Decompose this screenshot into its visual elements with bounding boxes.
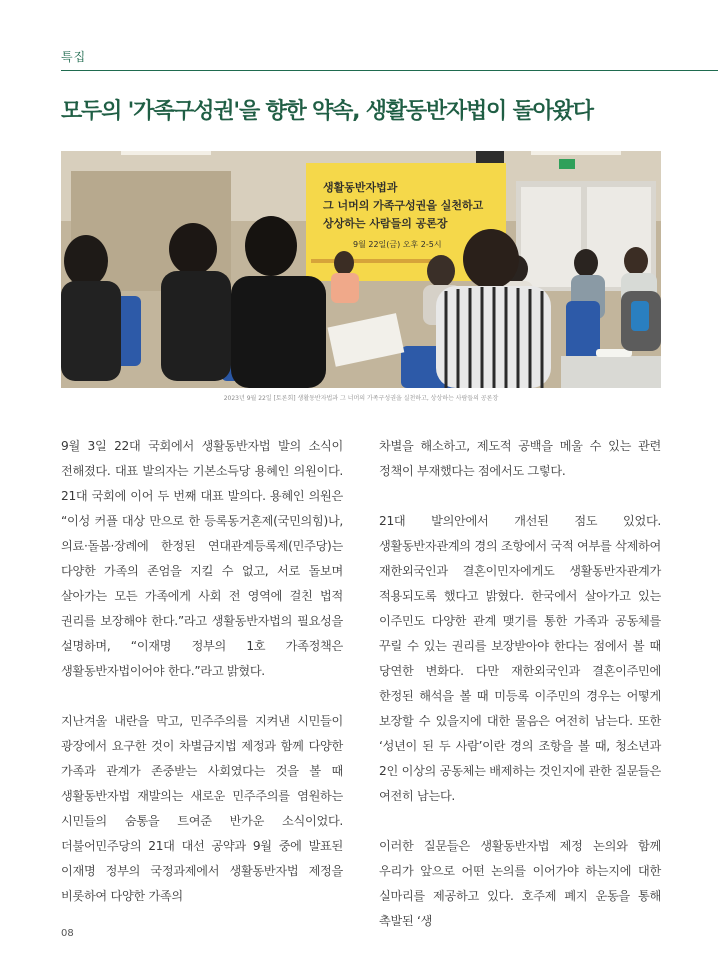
- body-column-right: [379, 434, 661, 959]
- banner-line-3: 상상하는 사람들의 공론장: [323, 217, 448, 230]
- body-column-left: [61, 434, 343, 934]
- photo-caption: 2023년 9월 22일 [토론회] 생활동반자법과 그 너머의 가족구성권을 실천하고, 상상하는 사람들의 공론장: [223, 395, 499, 402]
- page-title: 모두의 '가족구성권'을 향한 약속, 생활동반자법이 돌아왔다: [61, 99, 593, 124]
- body-paragraph: 9월 3일 22대 국회에서 생활동반자법 발의 소식이 전해졌다. 대표 발의자는 기본소득당 용혜인 의원이다. 21대 국회에 이어 두 번째 대표 발의다. 용혜인 의원은 “이성 커플 대상 만으로 한 등록동거혼제(국민의힘)나, 의료·돌봄·장례에 한정된 연대관계등록제(민주당)는 다양한 가족의 존엄을 지킬 수 없고, 서로 돌보며 살아가는 모든 가족에게 사회 전 영역에 걸친 법적 권리를 보장해야 한다.”라고 생활동반자법의 필요성을 설명하며, “이재명 정부의 1호 가족정책은 생활동반자법이어야 한다.”라고 밝혔다.: [61, 439, 343, 678]
- body-paragraph: 이러한 질문들은 생활동반자법 제정 논의와 함께 우리가 앞으로 어떤 논의를 이어가야 하는지에 대한 실마리를 제공하고 있다. 호주제 폐지 운동을 통해 촉발된 ‘생: [379, 839, 661, 928]
- body-paragraph: 차별을 해소하고, 제도적 공백을 메울 수 있는 관련 정책이 부재했다는 점에서도 그렇다.: [379, 439, 661, 478]
- body-paragraph: 21대 발의안에서 개선된 점도 있었다. 생활동반자관계의 경의 조항에서 국적 여부를 삭제하여 재한외국인과 결혼이민자에게도 생활동반자관계가 적용되도록 했다고 밝혔다. 한국에서 살아가고 있는 이주민도 다양한 관계 맺기를 통한 가족과 공동체를 꾸릴 수 있는 권리를 보장받아야 한다는 점에서 볼 때 당연한 변화다. 다만 재한외국인과 결혼이주민에 한정된 해석을 볼 때 미등록 이주민의 경우는 어떻게 보장할 수 있을지에 대한 물음은 여전히 남는다. 또한 ‘성년이 된 두 사람’이란 경의 조항을 볼 때, 청소년과 2인 이상의 공동체는 배제하는 것인지에 관한 질문들은 여전히 남는다.: [379, 514, 661, 803]
- body-paragraph: 지난겨울 내란을 막고, 민주주의를 지켜낸 시민들이 광장에서 요구한 것이 차별금지법 제정과 함께 다양한 가족과 관계가 존중받는 사회였다는 것을 볼 때 생활동반자법 재발의는 새로운 민주주의를 염원하는 시민들의 숨통을 트여준 반가운 소식이었다. 더불어민주당의 21대 대선 공약과 9월 중에 발표된 이재명 정부의 국정과제에서 생활동반자법 제정을 비롯하여 다양한 가족의: [61, 714, 343, 903]
- banner-line-1: 생활동반자법과: [323, 181, 398, 194]
- section-label: 특집: [61, 50, 87, 64]
- event-photo: [61, 151, 661, 388]
- page-number: 08: [61, 928, 74, 939]
- banner-date: 9월 22일(금) 오후 2-5시: [353, 240, 442, 249]
- top-rule: [61, 70, 718, 71]
- banner-line-2: 그 너머의 가족구성권을 실천하고: [323, 199, 484, 212]
